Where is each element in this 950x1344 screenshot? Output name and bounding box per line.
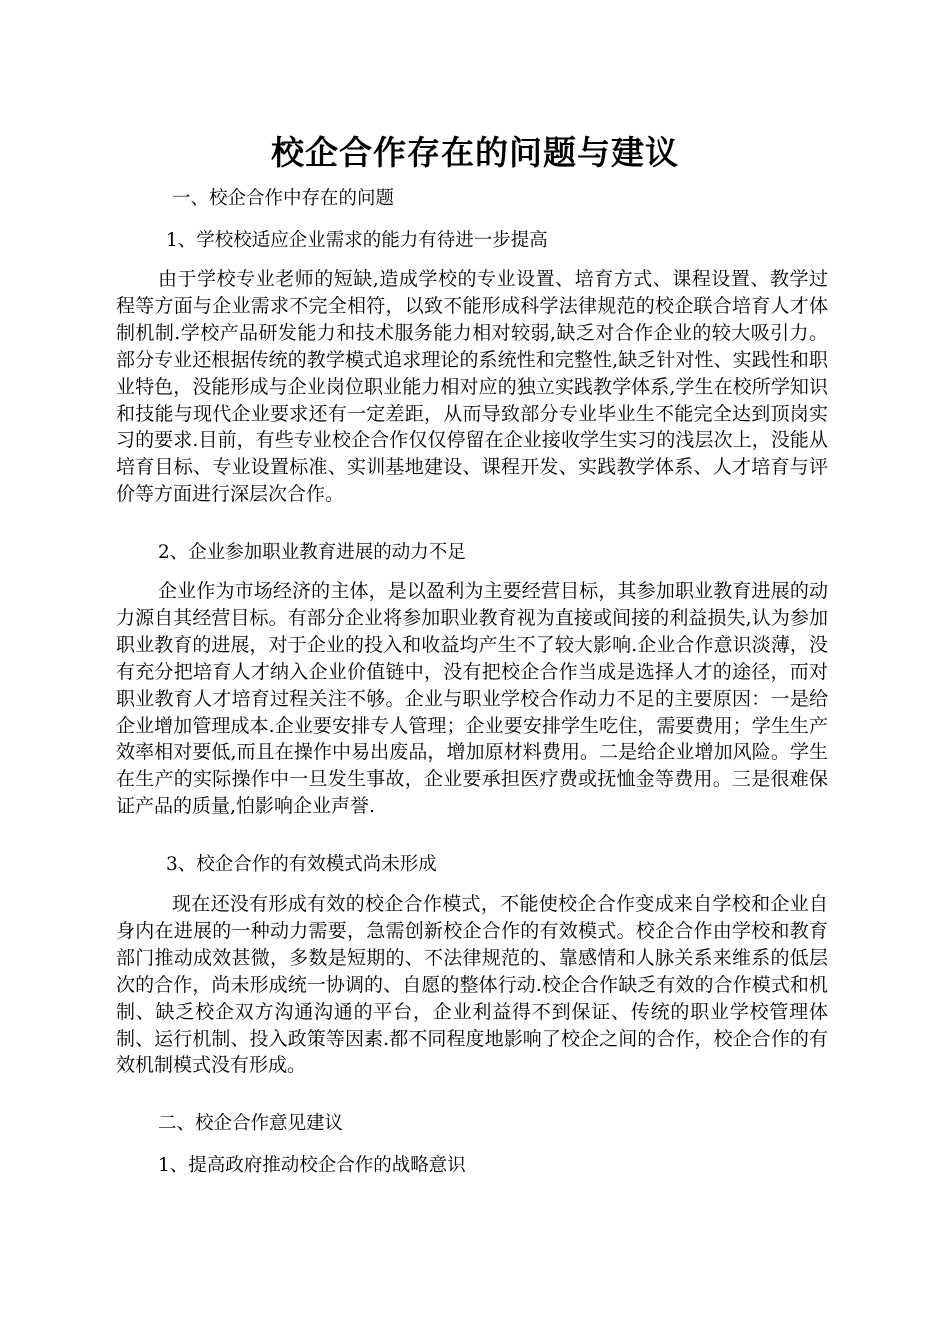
paragraph-2: 企业作为市场经济的主体，是以盈利为主要经营目标，其参加职业教育进展的动力源自其经营目标。有部分企业将参加职业教育视为直接或间接的利益损失,认为参加职业教育的进展，对于企业的投入和收益均产生不了较大影响.企业合作意识淡薄，没有充分把培育人才纳入企业价值链中，没有把校企合作当成是选择人才的途径，而对职业教育人才培育过程关注不够。企业与职业学校合作动力不足的主要原因：一是给企业增加管理成本.企业要安排专人管理；企业要安排学生吃住，需要费用；学生生产效率相对要低,而且在操作中易出废品，增加原材料费用。二是给企业增加风险。学生在生产的实际操作中一旦发生事故，企业要承担医疗费或抚恤金等费用。三是很难保证产品的质量,怕影响企业声誉. xyxy=(116,580,828,818)
sub3-heading: 3、校企合作的有效模式尚未形成 xyxy=(166,854,437,875)
sub1-heading: 1、学校校适应企业需求的能力有待进一步提高 xyxy=(166,230,548,251)
sub4-heading: 1、提高政府推动校企合作的战略意识 xyxy=(158,1155,466,1176)
paragraph-1: 由于学校专业老师的短缺,造成学校的专业设置、培育方式、课程设置、教学过程等方面与企业需求不完全相符，以致不能形成科学法律规范的校企联合培育人才体制机制.学校产品研发能力和技术服务能力相对较弱,缺乏对合作企业的较大吸引力。部分专业还根据传统的教学模式追求理论的系统性和完整性,缺乏针对性、实践性和职业特色，没能形成与企业岗位职业能力相对应的独立实践教学体系,学生在校所学知识和技能与现代企业要求还有一定差距，从而导致部分专业毕业生不能完全达到顶岗实习的要求.目前，有些专业校企合作仅仅停留在企业接收学生实习的浅层次上，没能从培育目标、专业设置标准、实训基地建设、课程开发、实践教学体系、人才培育与评价等方面进行深层次合作。 xyxy=(116,268,828,506)
document-title: 校企合作存在的问题与建议 xyxy=(271,133,679,172)
sub2-heading: 2、企业参加职业教育进展的动力不足 xyxy=(158,542,466,563)
paragraph-3: 现在还没有形成有效的校企合作模式，不能使校企合作变成来自学校和企业自身内在进展的一种动力需要，急需创新校企合作的有效模式。校企合作由学校和教育部门推动成效甚微，多数是短期的、不法律规范的、靠感情和人脉关系来维系的低层次的合作，尚未形成统一协调的、自愿的整体行动.校企合作缺乏有效的合作模式和机制、缺乏校企双方沟通沟通的平台，企业利益得不到保证、传统的职业学校管理体制、运行机制、投入政策等因素.都不同程度地影响了校企之间的合作，校企合作的有效机制模式没有形成。 xyxy=(116,893,828,1077)
section1-heading: 一、校企合作中存在的问题 xyxy=(172,188,395,209)
section2-heading: 二、校企合作意见建议 xyxy=(158,1113,344,1134)
